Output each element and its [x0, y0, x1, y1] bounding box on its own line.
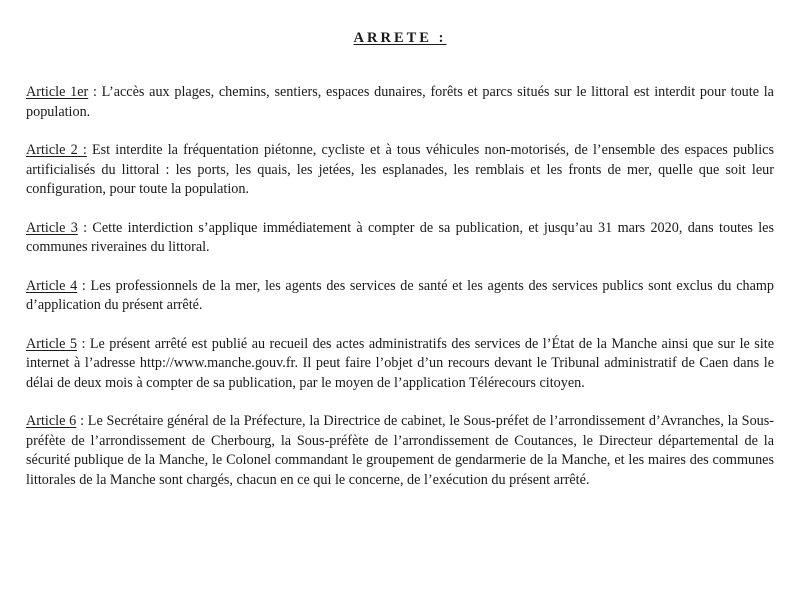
- article-6: [26, 412, 774, 490]
- article-5: [26, 335, 774, 394]
- article-label: Article 1er: [26, 84, 89, 100]
- article-text: : Les professionnels de la mer, les agents des services de santé et les agents des services publics sont exclus du champ d’application du présent arrêté.: [26, 277, 775, 313]
- article-label: Article 5: [26, 335, 77, 352]
- article-label: Article 4: [26, 277, 78, 294]
- document-title-text: ARRETE: [353, 30, 432, 46]
- document-title: [0, 30, 800, 47]
- article-1: [26, 83, 774, 122]
- article-2: [26, 141, 774, 200]
- document-title-suffix: :: [431, 30, 447, 46]
- article-3: [26, 219, 774, 258]
- article-text: : Le Secrétaire général de la Préfecture, la Directrice de cabinet, le Sous-préfet de l’arrondissement d’Avranches, la Sous-préfète de l’arrondissement de Cherbourg, la Sous-préfète de l’arrondissement de Coutances, le Directeur départemental de la sécurité publique de la Manche, le Colonel commandant le groupement de gendarmerie de la Manche, et les maires des communes littorales de la Manche sont chargés, chacun en ce qui le concerne, de l’exécution du présent arrêté.: [26, 413, 775, 488]
- article-label: Article 2 :: [26, 142, 87, 158]
- article-label: Article 3: [26, 219, 78, 236]
- article-text: : Le présent arrêté est publié au recueil des actes administratifs des services de l’État de la Manche ainsi que sur le site internet à l’adresse http://www.manche.gouv.fr. Il peut faire l’objet d’un recours devant le Tribunal administratif de Caen dans le délai de deux mois à compter de sa publication, par le moyen de l’application Télérecours citoyen.: [26, 335, 774, 391]
- article-label: Article 6: [26, 413, 77, 429]
- article-list: [26, 83, 774, 509]
- article-text: : Cette interdiction s’applique immédiatement à compter de sa publication, et jusqu’au 31 mars 2020, dans toutes les communes riveraines du littoral.: [26, 219, 774, 255]
- article-4: [26, 277, 774, 316]
- article-text: : L’accès aux plages, chemins, sentiers, espaces dunaires, forêts et parcs situés sur le littoral est interdit pour toute la population.: [26, 84, 774, 120]
- article-text: Est interdite la fréquentation piétonne, cycliste et à tous véhicules non-motorisés, de l’ensemble des espaces publics artificialisés du littoral : les ports, les quais, les jetées, les esplanades, les remblais et les fronts de mer, quelle que soit leur configuration, pour toute la population.: [26, 142, 774, 197]
